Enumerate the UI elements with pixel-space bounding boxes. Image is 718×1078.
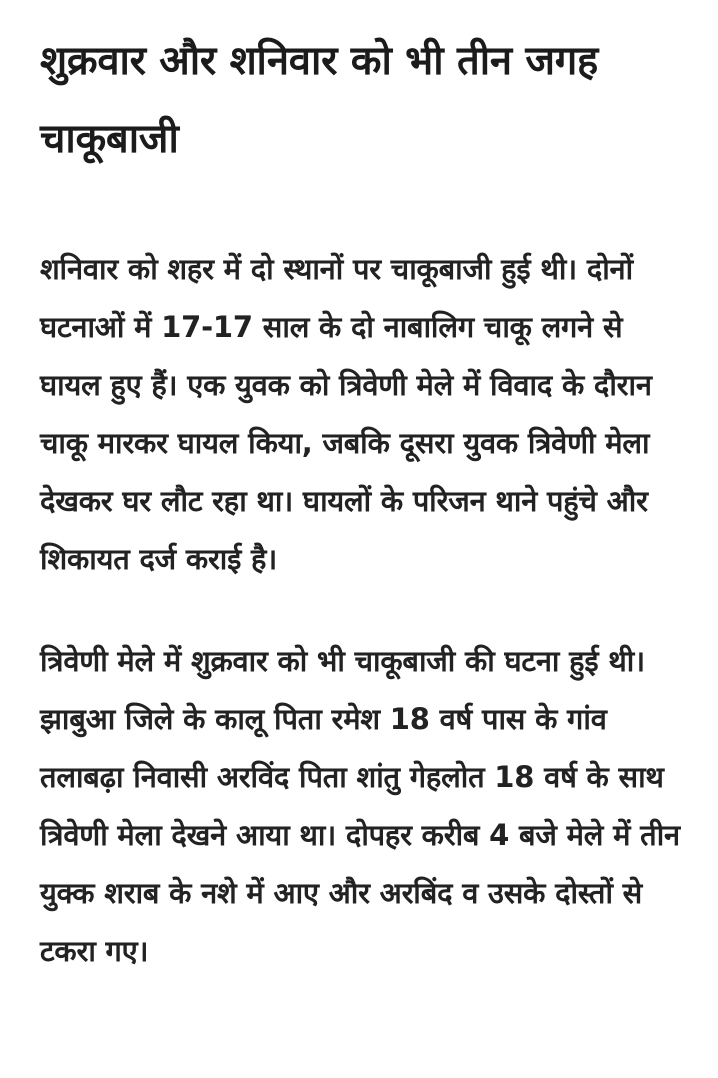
article-paragraph: त्रिवेणी मेले में शुक्रवार को भी चाकूबाजी की घटना हुई थी। झाबुआ जिले के कालू पिता रमेश 18 वर्ष पास के गांव तलाबढ़ा निवासी अरविंद पिता शांतु गेहलोत 18 वर्ष के साथ त्रिवेणी मेला देखने आया था। दोपहर करीब 4 बजे मेले में तीन युक्क शराब के नशे में आए और अरबिंद व उसके दोस्तों से टकरा गए।	[40, 644, 680, 968]
article	[40, 22, 680, 980]
article-headline: शुक्रवार और शनिवार को भी तीन जगह चाकूबाजी	[40, 38, 598, 162]
article-paragraph: शनिवार को शहर में दो स्थानों पर चाकूबाजी हुई थी। दोनों घटनाओं में 17-17 साल के दो नाबालिग चाकू लगने से घायल हुए हैं। एक युवक को त्रिवेणी मेले में विवाद के दौरान चाकू मारकर घायल किया, जबकि दूसरा युवक त्रिवेणी मेला देखकर घर लौट रहा था। घायलों के परिजन थाने पहुंचे और शिकायत दर्ज कराई है।	[40, 252, 652, 576]
